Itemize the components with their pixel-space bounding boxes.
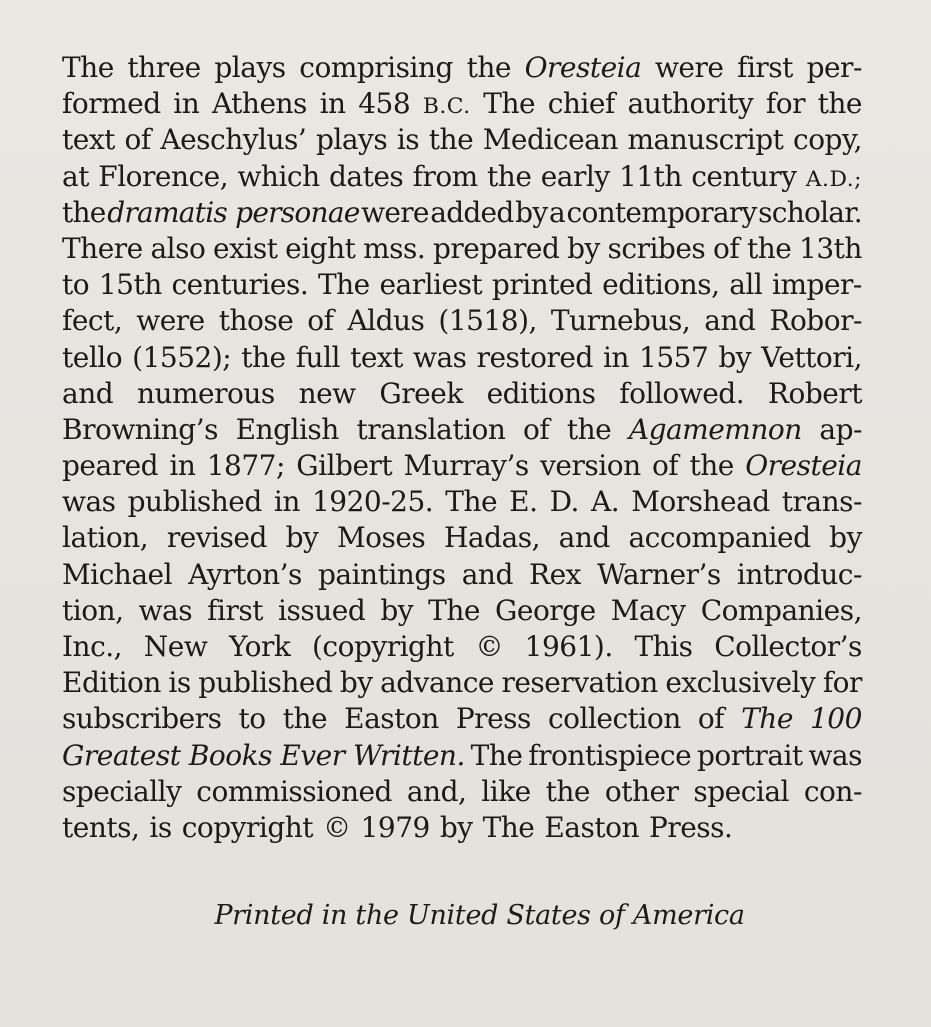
word: chief: [547, 87, 615, 121]
word: Press: [455, 702, 531, 736]
word: imper-: [772, 268, 862, 302]
word: and: [704, 304, 756, 338]
text-line: [62, 340, 862, 376]
word: Easton: [344, 702, 439, 736]
word: York: [229, 630, 291, 663]
colophon-paragraph: [62, 50, 862, 846]
word: first: [737, 51, 793, 84]
word: is: [396, 123, 420, 157]
word: in: [173, 87, 200, 121]
text-line: [62, 122, 862, 158]
word: by: [339, 666, 373, 700]
word: 13th: [799, 231, 862, 265]
word: per-: [806, 51, 862, 84]
text-line: [62, 738, 862, 774]
word: (copyright: [312, 630, 454, 663]
word: Press.: [649, 810, 733, 844]
word: text: [62, 123, 115, 157]
word: dramatis personae: [107, 195, 360, 229]
word: the: [487, 159, 532, 193]
word: was: [413, 340, 467, 374]
word: collection: [547, 702, 681, 736]
word: of: [651, 449, 679, 483]
word: portrait: [696, 738, 803, 772]
word: Oresteia: [745, 449, 862, 483]
word: three: [127, 51, 201, 84]
word: plays: [214, 51, 286, 84]
text-line: [62, 557, 862, 593]
text-line: [62, 629, 862, 665]
word: printed: [491, 268, 593, 302]
word: .: [456, 738, 465, 772]
word: the: [466, 51, 511, 84]
word: The: [483, 87, 536, 121]
word: by: [567, 231, 600, 265]
word: 1961).: [524, 630, 613, 663]
word: and: [558, 521, 610, 555]
text-line: [62, 810, 862, 846]
word: and,: [406, 774, 467, 808]
word: a: [549, 195, 565, 229]
word: Greatest Books Ever Written.: [62, 738, 465, 772]
word: The: [317, 268, 370, 302]
word: published: [127, 485, 262, 519]
word: is: [149, 810, 172, 844]
text-line: [62, 484, 862, 520]
word: Companies,: [700, 593, 862, 627]
word: followed.: [619, 376, 745, 410]
text-line: [62, 520, 862, 556]
word: English: [235, 412, 339, 446]
word: restored: [476, 340, 593, 374]
word: the: [746, 231, 792, 265]
word: the: [689, 449, 734, 483]
word: There: [62, 231, 143, 265]
word: Moses: [336, 521, 426, 555]
word: Medicean: [482, 123, 618, 157]
word: to: [238, 702, 266, 736]
text-line: [62, 231, 862, 267]
word: commissioned: [196, 774, 392, 808]
word: authority: [627, 87, 754, 121]
word: were: [361, 195, 429, 229]
word: version: [540, 449, 641, 483]
word: ©: [475, 630, 503, 663]
word: eight: [285, 231, 356, 265]
word: scholar.: [758, 195, 862, 229]
word: in: [169, 449, 196, 483]
word: subscribers: [62, 702, 222, 736]
word: formed: [62, 87, 161, 121]
word: George: [495, 593, 596, 627]
text-line: [62, 159, 862, 195]
word: Aldus: [347, 304, 425, 338]
word: was: [62, 485, 116, 519]
text-line: [62, 593, 862, 629]
word: Agamemnon: [628, 412, 802, 446]
word: issued: [278, 593, 366, 627]
word: Robert: [767, 376, 862, 410]
word: of: [523, 412, 550, 446]
word: of: [307, 304, 334, 338]
word: other: [604, 774, 679, 808]
word: lation,: [62, 521, 149, 555]
word: tents,: [62, 810, 140, 844]
word: dates: [328, 159, 404, 193]
word: paintings: [317, 557, 446, 591]
word: New: [143, 630, 208, 663]
word: A.D.;: [805, 166, 862, 192]
word: reservation: [501, 666, 658, 700]
word: advance: [380, 666, 494, 700]
word: the: [566, 412, 612, 446]
text-line: [62, 448, 862, 484]
text-line: [62, 665, 862, 701]
word: by: [380, 593, 414, 627]
word: from: [412, 159, 478, 193]
word: The: [428, 593, 480, 627]
word: by: [829, 521, 862, 555]
word: earliest: [379, 268, 483, 302]
word: ap-: [819, 412, 862, 446]
word: Edition: [62, 666, 161, 700]
word: 15th: [98, 268, 162, 302]
word: text: [350, 340, 403, 374]
word: added: [430, 195, 514, 229]
word: at: [62, 159, 89, 193]
word: of: [713, 231, 740, 265]
word: B.C.: [422, 94, 471, 120]
word: was: [138, 593, 193, 627]
word: which: [237, 159, 320, 193]
word: century: [691, 159, 797, 193]
text-line: [62, 774, 862, 810]
word: trans-: [781, 485, 862, 519]
word: contemporary: [566, 195, 757, 229]
word: Warner’s: [597, 557, 721, 591]
word: copyright: [181, 810, 314, 844]
word: like: [481, 774, 531, 808]
text-line: [62, 412, 862, 448]
word: special: [693, 774, 789, 808]
word: 1877;: [206, 449, 285, 483]
word: comprising: [299, 51, 453, 84]
word: mss.: [363, 231, 426, 265]
word: Easton: [544, 810, 640, 844]
word: published: [198, 666, 333, 700]
word: scribes: [607, 231, 706, 265]
word: first: [207, 593, 263, 627]
word: Morshead: [631, 485, 770, 519]
word: the: [428, 123, 474, 157]
word: for: [822, 666, 862, 700]
word: prepared: [433, 231, 560, 265]
word: the: [817, 87, 862, 121]
word: Athens: [211, 87, 307, 121]
word: centuries.: [171, 268, 309, 302]
word: ©: [323, 810, 351, 844]
word: by: [285, 521, 319, 555]
word: and: [461, 557, 513, 591]
word: in: [602, 340, 629, 374]
word: editions: [486, 376, 596, 410]
text-line: [62, 195, 862, 231]
word: Ayrton’s: [188, 557, 302, 591]
word: The: [482, 810, 535, 844]
word: (1518),: [438, 304, 537, 338]
word: Vettori,: [761, 340, 862, 374]
word: fect,: [62, 304, 123, 338]
word: all: [729, 268, 763, 302]
word: by: [439, 810, 473, 844]
word: frontispiece: [528, 738, 692, 772]
word: Michael: [62, 557, 173, 591]
word: A.: [591, 485, 620, 519]
word: revised: [166, 521, 267, 555]
word: The: [62, 51, 114, 84]
word: numerous: [136, 376, 275, 410]
word: 1979: [360, 810, 430, 844]
word: to: [62, 268, 90, 302]
word: Oresteia: [524, 51, 642, 84]
word: Aeschylus’: [160, 123, 307, 157]
word: Collector’s: [714, 630, 862, 663]
word: Florence,: [98, 159, 229, 193]
word: introduc-: [736, 557, 862, 591]
word: (1552);: [132, 340, 232, 374]
word: This: [634, 630, 693, 663]
word: Rex: [529, 557, 581, 591]
text-line: [62, 303, 862, 339]
word: copy,: [793, 123, 862, 157]
word: 458: [358, 87, 411, 121]
word: 11th: [618, 159, 682, 193]
word: The: [445, 485, 498, 519]
word: manuscript: [627, 123, 784, 157]
word: of: [124, 123, 151, 157]
word: exclusively: [665, 666, 816, 700]
word: editions,: [602, 268, 720, 302]
word: 1920-25.: [311, 485, 434, 519]
word: tello: [62, 340, 123, 374]
text-line: [62, 376, 862, 412]
word: D.: [549, 485, 579, 519]
word: full: [295, 340, 340, 374]
word: Browning’s: [62, 412, 218, 446]
word: exist: [213, 231, 278, 265]
word: by: [515, 195, 548, 229]
word: those: [218, 304, 294, 338]
word: Gilbert: [296, 449, 393, 483]
word: was: [808, 738, 862, 772]
word: The: [741, 702, 793, 736]
word: plays: [315, 123, 388, 157]
word: Murray’s: [403, 449, 529, 483]
word: peared: [62, 449, 159, 483]
word: the: [282, 702, 328, 736]
text-line: [62, 267, 862, 303]
word: Greek: [379, 376, 463, 410]
word: accompanied: [628, 521, 811, 555]
word: new: [298, 376, 356, 410]
word: by: [718, 340, 752, 374]
word: The: [470, 738, 523, 772]
word: were: [654, 51, 724, 84]
word: the: [241, 340, 286, 374]
word: were: [136, 304, 205, 338]
word: the: [62, 195, 106, 229]
word: Robor-: [769, 304, 862, 338]
word: 1557: [639, 340, 709, 374]
word: the: [545, 774, 590, 808]
word: of: [697, 702, 725, 736]
word: Inc.,: [62, 630, 123, 663]
word: in: [319, 87, 346, 121]
word: specially: [62, 774, 182, 808]
word: also: [150, 231, 206, 265]
word: E.: [509, 485, 538, 519]
text-line: [62, 86, 862, 122]
word: translation: [356, 412, 506, 446]
word: con-: [803, 774, 862, 808]
word: early: [540, 159, 610, 193]
word: Macy: [610, 593, 686, 627]
word: in: [273, 485, 300, 519]
text-line: [62, 50, 862, 86]
word: Hadas,: [443, 521, 540, 555]
word: is: [168, 666, 191, 700]
word: for: [765, 87, 805, 121]
word: and: [62, 376, 114, 410]
word: tion,: [62, 593, 124, 627]
printed-in-line: Printed in the United States of America: [214, 900, 745, 931]
word: 100: [809, 702, 862, 736]
word: Turnebus,: [550, 304, 691, 338]
text-line: [62, 701, 862, 737]
